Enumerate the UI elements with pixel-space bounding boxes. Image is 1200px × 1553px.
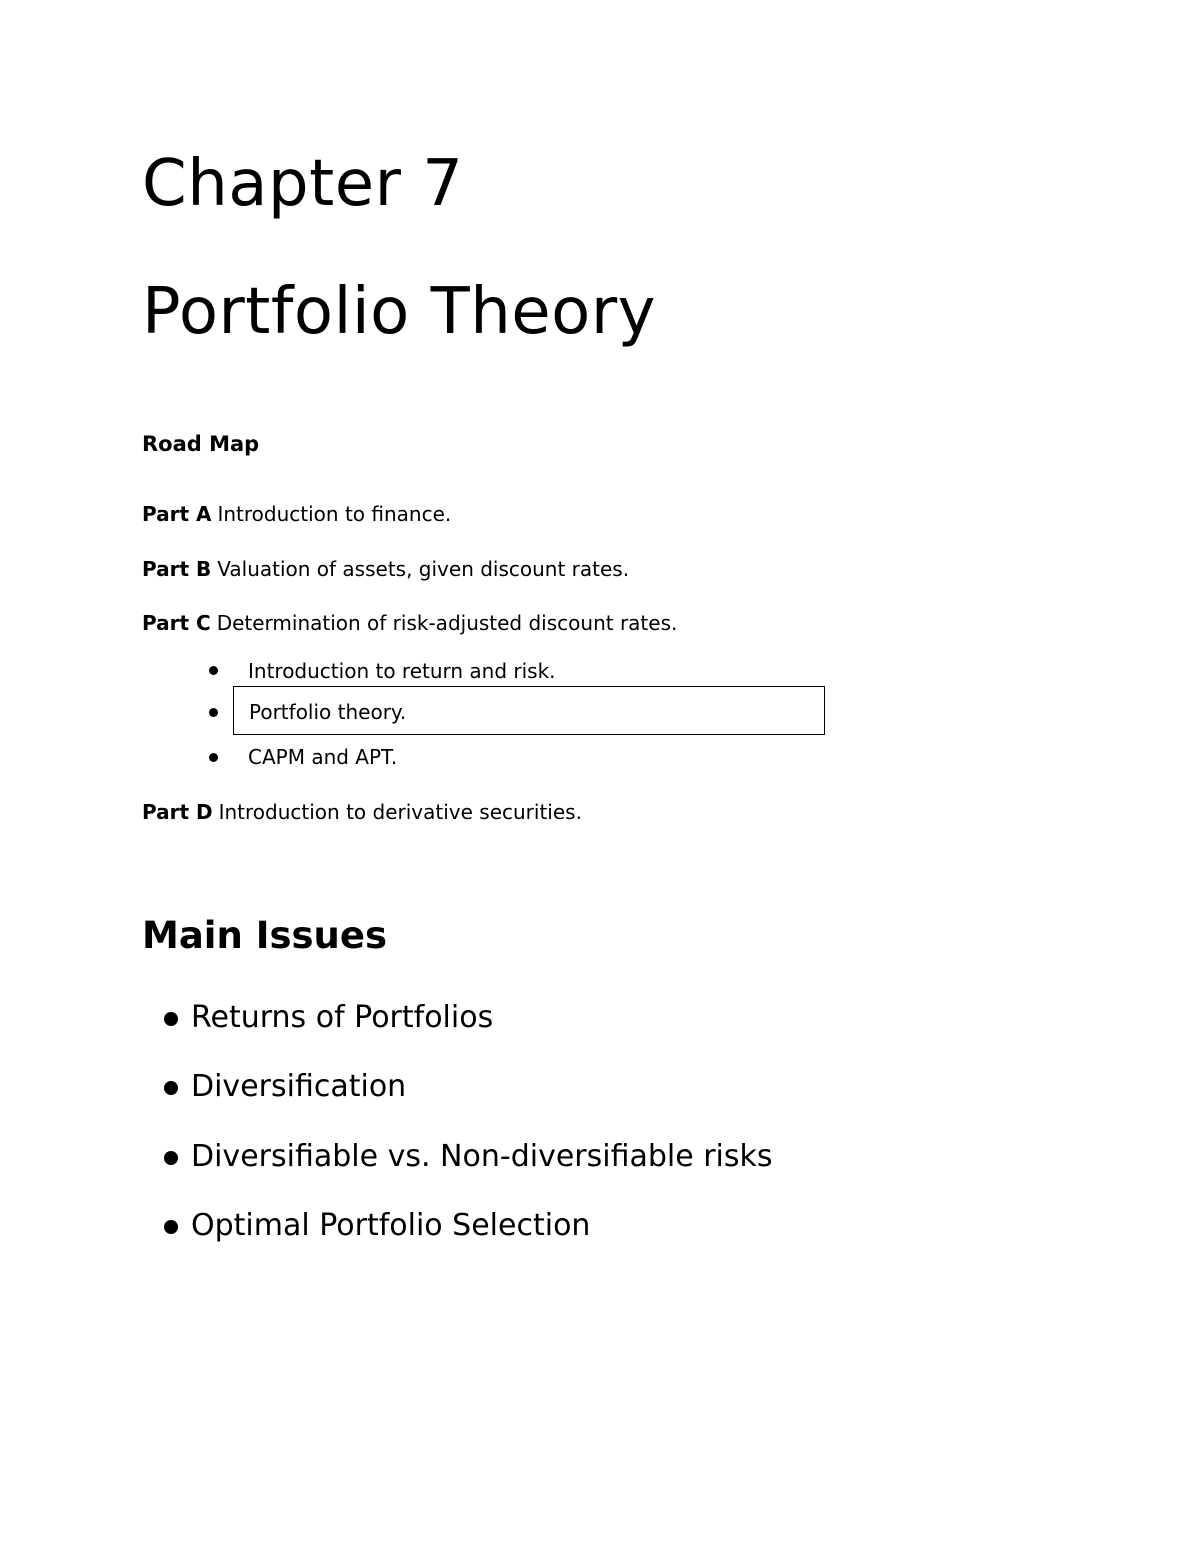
part-b-row [142,557,629,581]
bullet-icon [164,1012,178,1026]
part-c-description: Determination of risk-adjusted discount rates. [216,611,678,635]
part-a-label: Part A [142,502,212,526]
part-c-label: Part C [142,611,211,635]
part-c-item-return-risk: Introduction to return and risk. [248,659,556,683]
chapter-label: Chapter 7 [142,147,464,221]
bullet-icon [209,666,218,675]
bullet-icon [209,708,218,717]
main-issue-item: Diversifiable vs. Non-diversifiable risks [191,1139,773,1174]
bullet-icon [209,753,218,762]
part-a-row [142,502,451,526]
part-c-item-capm-apt: CAPM and APT. [248,745,398,769]
bullet-icon [164,1081,178,1095]
part-b-description: Valuation of assets, given discount rates. [217,557,630,581]
part-c-row [142,611,677,635]
main-issues-heading: Main Issues [142,914,387,957]
part-d-label: Part D [142,800,213,824]
part-d-description: Introduction to derivative securities. [218,800,582,824]
chapter-title: Portfolio Theory [142,275,656,349]
bullet-icon [164,1220,178,1234]
main-issue-item: Diversification [191,1069,407,1104]
main-issue-item: Optimal Portfolio Selection [191,1208,591,1243]
part-b-label: Part B [142,557,212,581]
part-d-row [142,800,582,824]
road-map-heading: Road Map [142,432,260,456]
bullet-icon [164,1151,178,1165]
part-c-item-portfolio-theory: Portfolio theory. [249,700,407,724]
part-a-description: Introduction to finance. [217,502,452,526]
main-issue-item: Returns of Portfolios [191,1000,494,1035]
